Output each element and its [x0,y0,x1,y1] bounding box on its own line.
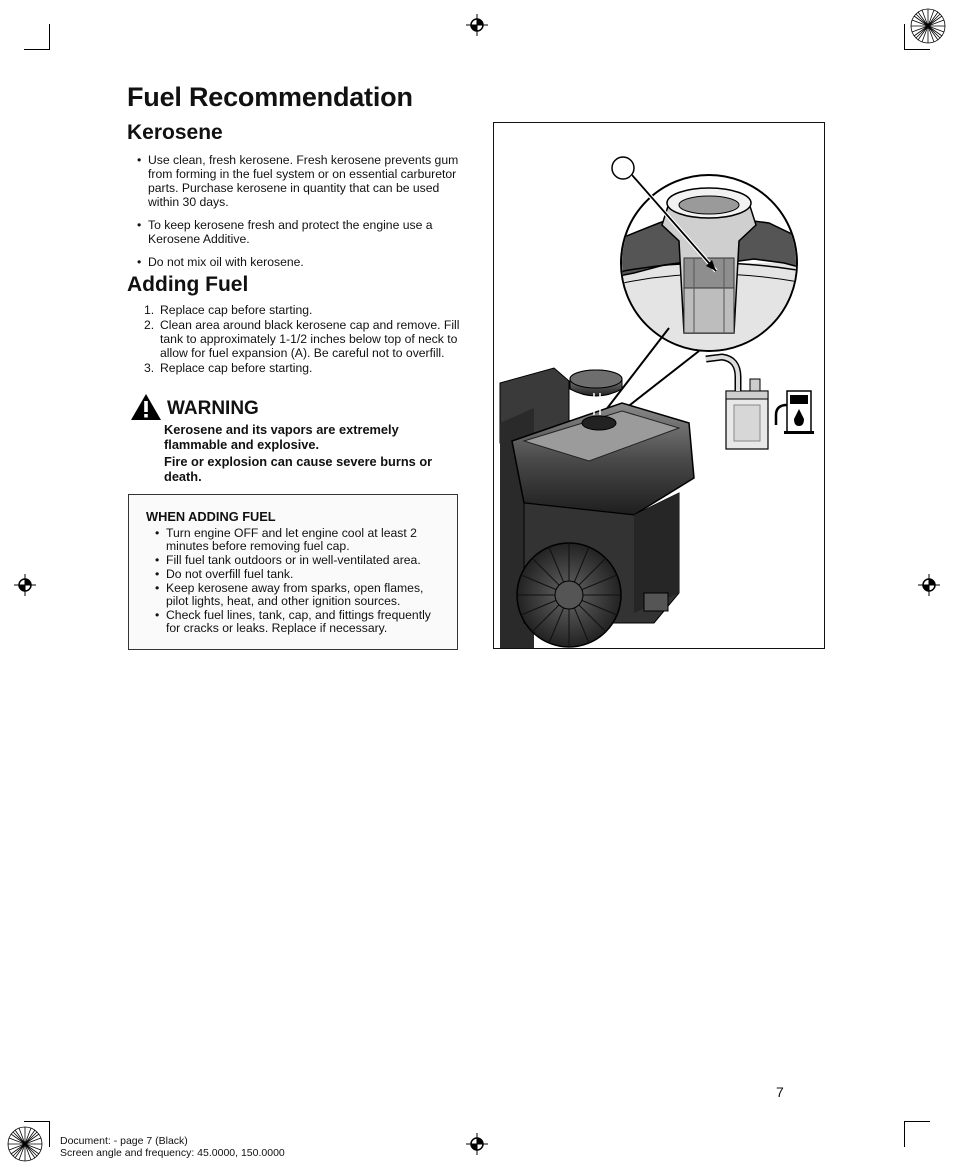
warning-text-2: Fire or explosion can cause severe burns or death. [164,454,433,484]
kerosene-heading: Kerosene [127,121,223,144]
list-item: 1. Replace cap before starting. [144,303,313,317]
box-list [155,527,445,635]
list-item: • Do not mix oil with kerosene. [137,255,462,269]
engine-fuel-figure [493,122,825,649]
starburst-mark-icon [910,8,946,44]
warning-triangle-icon [130,393,162,421]
adding-fuel-steps [144,303,462,375]
list-item: • Use clean, fresh kerosene. Fresh kerosene prevents gum from forming in the fuel system or on essential carburetor parts. Purchase kerosene in quantity that can be used within 30 days. [137,153,462,209]
footer-screen-line: Screen angle and frequency: 45.0000, 150.0000 [60,1147,285,1159]
list-item: • Check fuel lines, tank, cap, and fittings frequently for cracks or leaks. Replace if necessary. [155,609,445,635]
list-item: 3. Replace cap before starting. [144,361,313,375]
list-item: • To keep kerosene fresh and protect the engine use a Kerosene Additive. [137,218,462,246]
list-item: • Fill fuel tank outdoors or in well-ventilated area. [155,554,445,567]
adding-fuel-heading: Adding Fuel [127,273,249,296]
list-item: 2. Clean area around black kerosene cap and remove. Fill tank to approximately 1-1/2 inches below top of neck to allow for fuel expansion (A). Be careful not to overfill. [144,318,460,360]
list-item: • Keep kerosene away from sparks, open flames, pilot lights, heat, and other ignition sources. [155,582,445,608]
when-adding-fuel-box [128,494,458,650]
kerosene-bullets [137,153,462,269]
registration-target-icon [918,574,940,596]
list-item: • Turn engine OFF and let engine cool at least 2 minutes before removing fuel cap. [155,527,445,553]
registration-target-icon [14,574,36,596]
engine-illustration [494,123,824,648]
page-title: Fuel Recommendation [127,82,413,112]
fuel-pump-icon [776,391,814,434]
box-title: WHEN ADDING FUEL [146,509,276,524]
starburst-mark-icon [7,1126,43,1162]
warning-text-1: Kerosene and its vapors are extremely flammable and explosive. [164,422,399,452]
registration-target-icon [466,1133,488,1155]
page-number: 7 [776,1084,784,1100]
registration-target-icon [466,14,488,36]
warning-title: WARNING [167,398,259,419]
list-item: • Do not overfill fuel tank. [155,568,445,581]
footer-document-line: Document: - page 7 (Black) [60,1135,188,1147]
